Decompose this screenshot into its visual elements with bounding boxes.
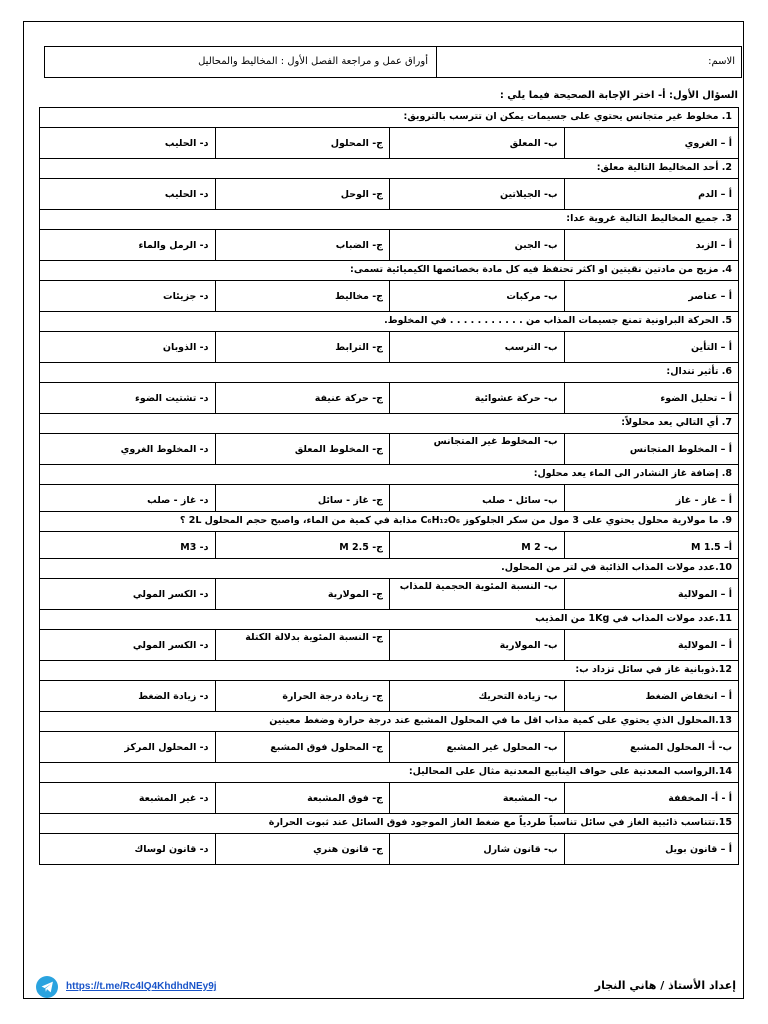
answer-option[interactable]: د- زيادة الضغط [138,691,209,702]
options-row [39,833,739,865]
options-row [39,680,739,712]
options-row [39,433,739,465]
answer-option[interactable]: ج- فوق المشبعة [215,783,390,813]
answer-option[interactable]: أ – الزبد [564,230,739,260]
answer-option[interactable]: أ – المخلوط المتجانس [564,434,739,464]
options-row [39,127,739,159]
worksheet-title: أوراق عمل و مراجعة الفصل الأول : المخاليط والمحاليل [198,56,428,67]
answer-option[interactable]: د- الحليب [164,138,209,149]
telegram-icon[interactable] [36,976,58,998]
answer-option[interactable]: د- المخلوط الغروي [120,444,209,455]
header-box [44,46,742,78]
answer-option[interactable]: أ – عناصر [564,281,739,311]
answer-option[interactable]: ب- المشبعة [389,783,564,813]
author-credit: إعداد الأستاذ / هاني النجار [594,979,736,992]
answer-option[interactable]: ج- النسبة المئوية بدلالة الكتلة [215,630,390,660]
question-text: 8. إضافة غاز النشادر الى الماء يعد محلول: [39,464,739,485]
answer-option[interactable]: أ – انخفاض الضغط [564,681,739,711]
options-row [39,484,739,512]
answer-option[interactable]: د- الحليب [164,189,209,200]
answer-option[interactable]: ب- المعلق [389,128,564,158]
answer-option[interactable]: د- المحلول المركز [124,742,209,753]
answer-option[interactable]: ب- حركة عشوائية [389,383,564,413]
answer-option[interactable]: أ– 1.5 M [564,532,739,558]
options-row [39,331,739,363]
answer-option[interactable]: أ – التأين [564,332,739,362]
options-row [39,629,739,661]
answer-option[interactable]: د- غير المشبعة [138,793,209,804]
section-title: السؤال الأول: أ- اختر الإجابة الصحيحة فيما يلي : [499,90,738,101]
answer-option[interactable]: ب- مركبات [389,281,564,311]
options-row [39,178,739,210]
question-text: 1. مخلوط غير متجانس يحتوي على جسيمات يمكن ان تترسب بالترويق: [39,107,739,128]
options-row [39,782,739,814]
answer-option[interactable]: ب- المحلول غير المشبع [389,732,564,762]
answer-option[interactable]: أ – تحليل الضوء [564,383,739,413]
question-text: 10.عدد مولات المذاب الذائبة في لتر من المحلول. [39,558,739,579]
answer-option[interactable]: د- M3 [180,542,209,553]
answer-option[interactable]: ب- 2 M [389,532,564,558]
question-text: 9. ما مولارية محلول يحتوي على 3 مول من سكر الجلوكوز C₆H₁₂O₆ مذابة في كمية من الماء، واصبح حجم المحلول 2L ؟ [39,511,739,532]
answer-option[interactable]: ب- النسبة المئوية الحجمية للمذاب [389,579,564,609]
question-text: 13.المحلول الذي يحتوي على كمية مذاب اقل ما في المحلول المشبع عند درجة حرارة وضغط معينين [39,711,739,732]
answer-option[interactable]: ب- سائل - صلب [389,485,564,511]
answer-option[interactable]: أ – قانون بويل [564,834,739,864]
answer-option[interactable]: ج- غاز - سائل [215,485,390,511]
answer-option[interactable]: ب- أ- المحلول المشبع [564,732,739,762]
answer-option[interactable]: د- الكسر المولي [132,589,209,600]
answer-option[interactable]: ب- المولارية [389,630,564,660]
answer-option[interactable]: أ – الدم [564,179,739,209]
question-text: 4. مزيج من مادتين نقيتين او اكثر تحتفظ فيه كل مادة بخصائصها الكيميائية تسمى: [39,260,739,281]
answer-option[interactable]: د- قانون لوساك [134,844,209,855]
options-row [39,731,739,763]
footer [36,975,736,999]
answer-option[interactable]: د- جزيئات [163,291,209,302]
answer-option[interactable]: أ - أ- المخففة [564,783,739,813]
question-text: 15.تتناسب ذائبية الغاز في سائل تناسباً طردياً مع ضغط الغاز الموجود فوق السائل عند ثبوت الحرارة [39,813,739,834]
answer-option[interactable]: ب- الجيلاتين [389,179,564,209]
answer-option[interactable]: ج- زيادة درجة الحرارة [215,681,390,711]
answer-option[interactable]: أ – الغروي [564,128,739,158]
answer-option[interactable]: ب- زيادة التحريك [389,681,564,711]
answer-option[interactable]: د- الكسر المولي [132,640,209,651]
question-text: 5. الحركة البراونية تمنع جسيمات المذاب من . . . . . . . . . . . في المخلوط. [39,311,739,332]
answer-option[interactable]: د- الرمل والماء [138,240,209,251]
answer-option[interactable]: ج- قانون هنري [215,834,390,864]
options-row [39,382,739,414]
answer-option[interactable]: ج- 2.5 M [215,532,390,558]
answer-option[interactable]: ج- المخلوط المعلق [215,434,390,464]
question-text: 12.ذوبانية غاز في سائل تزداد ب: [39,660,739,681]
answer-option[interactable]: ج- مخاليط [215,281,390,311]
answer-option[interactable]: ج- الترابط [215,332,390,362]
question-text: 2. أحد المخاليط التالية معلق: [39,158,739,179]
answer-option[interactable]: ج- الضباب [215,230,390,260]
options-row [39,578,739,610]
answer-option[interactable]: ج- المحلول [215,128,390,158]
questions-table [39,108,739,865]
question-text: 11.عدد مولات المذاب في 1Kg من المذيب [39,609,739,630]
answer-option[interactable]: د- غاز - صلب [147,495,209,506]
question-text: 3. جميع المخاليط التالية غروية عدا: [39,209,739,230]
name-field-label: الاسم: [436,47,741,77]
question-text: 7. أي التالي يعد محلولاً: [39,413,739,434]
answer-option[interactable]: أ – المولالية [564,579,739,609]
options-row [39,229,739,261]
answer-option[interactable]: ب- قانون شارل [389,834,564,864]
options-row [39,531,739,559]
question-text: 14.الرواسب المعدنية على حواف الينابيع المعدنية مثال على المحاليل: [39,762,739,783]
answer-option[interactable]: د- تشتيت الضوء [135,393,209,404]
options-row [39,280,739,312]
question-text: 6. تأثير تندال: [39,362,739,383]
answer-option[interactable]: أ – غاز - غاز [564,485,739,511]
answer-option[interactable]: ب- الترسب [389,332,564,362]
answer-option[interactable]: ج- المحلول فوق المشبع [215,732,390,762]
answer-option[interactable]: ج- الوحل [215,179,390,209]
answer-option[interactable]: ج- حركة عنيفة [215,383,390,413]
answer-option[interactable]: د- الذوبان [162,342,209,353]
answer-option[interactable]: أ – المولالية [564,630,739,660]
telegram-link[interactable]: https://t.me/Rc4lQ4KhdhdNEy9j [66,981,217,992]
answer-option[interactable]: ج- المولارية [215,579,390,609]
answer-option[interactable]: ب- الجبن [389,230,564,260]
answer-option[interactable]: ب- المخلوط غير المتجانس [389,434,564,464]
